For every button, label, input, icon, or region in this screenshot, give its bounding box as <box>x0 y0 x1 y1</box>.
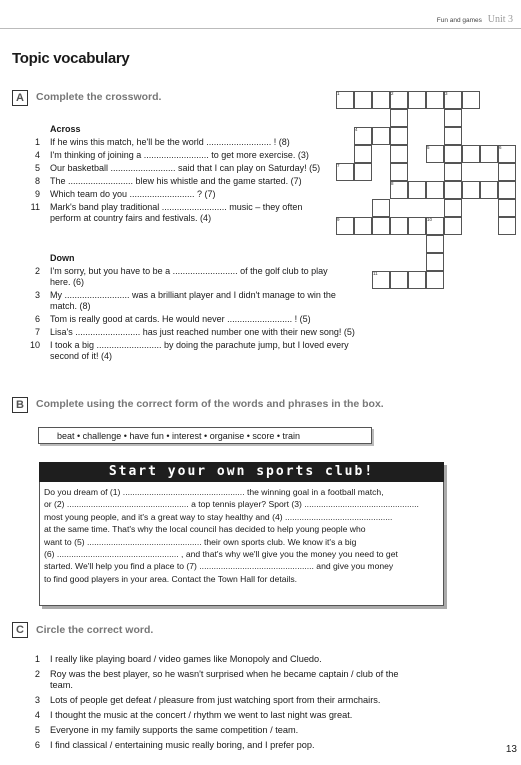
crossword-cell[interactable] <box>372 127 390 145</box>
down-clue-text: here. (6) <box>50 277 85 287</box>
crossword-number: 7 <box>337 163 340 168</box>
crossword-cell[interactable] <box>444 163 462 181</box>
crossword-cell[interactable] <box>372 199 390 217</box>
circle-item-text[interactable]: I find classical / entertaining music really boring, and I prefer pop. <box>50 740 315 750</box>
down-heading: Down <box>50 253 75 263</box>
panel-line: started. We'll help you find a place to (7) ................................................ and give you money <box>44 561 394 572</box>
crossword-cell[interactable] <box>354 145 372 163</box>
crossword-cell[interactable] <box>462 181 480 199</box>
word-box: beat • challenge • have fun • interest • organise • score • train <box>38 427 372 444</box>
crossword-cell[interactable] <box>354 217 372 235</box>
down-clue-text: I'm sorry, but you have to be a .......................... of the golf club to play <box>50 266 328 276</box>
crossword-number: 11 <box>373 271 378 276</box>
crossword-cell[interactable] <box>444 109 462 127</box>
crossword-cell[interactable] <box>372 91 390 109</box>
down-clue-number: 6 <box>34 314 40 324</box>
circle-item-number: 4 <box>34 710 40 720</box>
across-clue-text: Our basketball .......................... said that I can play on Saturday! (5) <box>50 163 321 173</box>
crossword-cell[interactable] <box>444 145 462 163</box>
circle-item-number: 3 <box>34 695 40 705</box>
down-clue-text: Lisa's .......................... has just reached number one with their new song! (5) <box>50 327 355 337</box>
panel-line: or (2) ................................................... a top tennis player? Sport (3) ................................................ <box>44 499 419 510</box>
crossword-number: 8 <box>391 181 394 186</box>
across-clue-text: If he wins this match, he'll be the world .......................... ! (8) <box>50 137 290 147</box>
circle-item-text[interactable]: I thought the music at the concert / rhythm we went to last night was great. <box>50 710 353 720</box>
crossword-cell[interactable] <box>444 199 462 217</box>
crossword-cell[interactable] <box>390 271 408 289</box>
circle-item-text[interactable]: Lots of people get defeat / pleasure from just watching sport from their armchairs. <box>50 695 381 705</box>
crossword-cell[interactable] <box>354 91 372 109</box>
crossword-number: 1 <box>337 91 340 96</box>
across-clue-text: Mark's band play traditional .......................... music – they often <box>50 202 303 212</box>
down-clue-number: 2 <box>34 266 40 276</box>
down-clue-text: I took a big .......................... by doing the parachute jump, but I loved every <box>50 340 349 350</box>
unit-label: Unit 3 <box>487 14 513 25</box>
across-clue-text: Which team do you .......................... ? (7) <box>50 189 216 199</box>
crossword-cell[interactable] <box>462 145 480 163</box>
crossword-cell[interactable] <box>408 181 426 199</box>
crossword-cell[interactable] <box>498 217 516 235</box>
down-clue-text: My .......................... was a brilliant player and I didn't manage to win the <box>50 290 336 300</box>
crossword-cell[interactable] <box>444 181 462 199</box>
down-clue-number: 7 <box>34 327 40 337</box>
crossword-cell[interactable] <box>354 163 372 181</box>
header-label: Fun and games <box>436 17 482 24</box>
crossword-number: 10 <box>427 217 433 222</box>
circle-item-text[interactable]: Roy was the best player, so he wasn't surprised when he became captain / club of the <box>50 669 399 679</box>
across-clue-number: 9 <box>34 189 40 199</box>
across-clue-number: 8 <box>34 176 40 186</box>
crossword-number: 5 <box>427 145 430 150</box>
section-c-instruction: Circle the correct word. <box>36 624 154 636</box>
section-c-letter: C <box>12 622 28 638</box>
crossword-number: 2 <box>391 91 394 96</box>
circle-item-number: 1 <box>34 654 40 664</box>
crossword-number: 3 <box>445 91 448 96</box>
crossword-cell[interactable] <box>390 217 408 235</box>
crossword-cell[interactable] <box>444 217 462 235</box>
crossword-number: 9 <box>337 217 340 222</box>
crossword-cell[interactable] <box>426 235 444 253</box>
crossword-cell[interactable] <box>372 217 390 235</box>
across-clue-number: 11 <box>30 202 40 212</box>
page-title: Topic vocabulary <box>12 50 130 67</box>
crossword-cell[interactable] <box>426 91 444 109</box>
circle-item-number: 5 <box>34 725 40 735</box>
crossword-cell[interactable] <box>408 271 426 289</box>
crossword-cell[interactable] <box>390 163 408 181</box>
down-clue-text: second of it! (4) <box>50 351 113 361</box>
section-b-letter: B <box>12 397 28 413</box>
crossword-cell[interactable] <box>426 271 444 289</box>
down-clue-number: 3 <box>34 290 40 300</box>
panel-title: Start your own sports club! <box>39 462 444 482</box>
crossword-cell[interactable] <box>390 127 408 145</box>
crossword-cell[interactable] <box>462 91 480 109</box>
crossword-cell[interactable] <box>498 199 516 217</box>
down-clue-text: match. (8) <box>50 301 91 311</box>
circle-item-number: 2 <box>34 669 40 679</box>
crossword-cell[interactable] <box>390 109 408 127</box>
crossword-cell[interactable] <box>444 127 462 145</box>
panel-line: most young people, and it's a great way to stay healthy and (4) ............................................. <box>44 511 393 522</box>
across-heading: Across <box>50 124 81 134</box>
section-b-instruction: Complete using the correct form of the words and phrases in the box. <box>36 398 384 410</box>
crossword-cell[interactable] <box>426 253 444 271</box>
circle-item-number: 6 <box>34 740 40 750</box>
crossword-cell[interactable] <box>426 181 444 199</box>
crossword-cell[interactable] <box>498 181 516 199</box>
circle-item-text[interactable]: Everyone in my family supports the same competition / team. <box>50 725 299 735</box>
header-rule <box>0 28 521 29</box>
across-clue-number: 5 <box>34 163 40 173</box>
circle-item-text[interactable]: I really like playing board / video games like Monopoly and Cluedo. <box>50 654 322 664</box>
down-clue-number: 10 <box>29 340 40 350</box>
across-clue-text: perform at country fairs and festivals. (4) <box>50 213 212 223</box>
panel-line: want to (5) ................................................ their own sports club. We know it's a big <box>44 536 357 547</box>
crossword-cell[interactable] <box>480 181 498 199</box>
panel-line: (6) ................................................... , and that's why we'll give you the money you need to get <box>44 549 398 559</box>
across-clue-text: The .......................... blew his whistle and the game started. (7) <box>50 176 302 186</box>
crossword-cell[interactable] <box>390 145 408 163</box>
crossword-number: 6 <box>499 145 502 150</box>
crossword-cell[interactable] <box>480 145 498 163</box>
across-clue-text: I'm thinking of joining a .......................... to get more exercise. (3) <box>50 150 309 160</box>
crossword-cell[interactable] <box>408 217 426 235</box>
section-a-instruction: Complete the crossword. <box>36 91 162 103</box>
crossword-cell[interactable] <box>498 163 516 181</box>
panel-line: at the same time. That's why the local council has decided to help young people who <box>44 524 366 535</box>
down-clue-text: Tom is really good at cards. He would never .......................... ! (5) <box>50 314 311 324</box>
crossword-cell[interactable] <box>408 91 426 109</box>
running-header <box>437 14 513 25</box>
across-clue-number: 4 <box>34 150 40 160</box>
circle-item-text[interactable]: team. <box>50 680 73 690</box>
section-a-letter: A <box>12 90 28 106</box>
panel-line: Do you dream of (1) ................................................... the winning goal in a football match, <box>44 487 384 497</box>
across-clue-number: 1 <box>34 137 40 147</box>
page-number: 13 <box>505 744 517 755</box>
crossword-number: 4 <box>355 127 358 132</box>
panel-line: to find good players in your area. Contact the Town Hall for details. <box>44 573 298 584</box>
